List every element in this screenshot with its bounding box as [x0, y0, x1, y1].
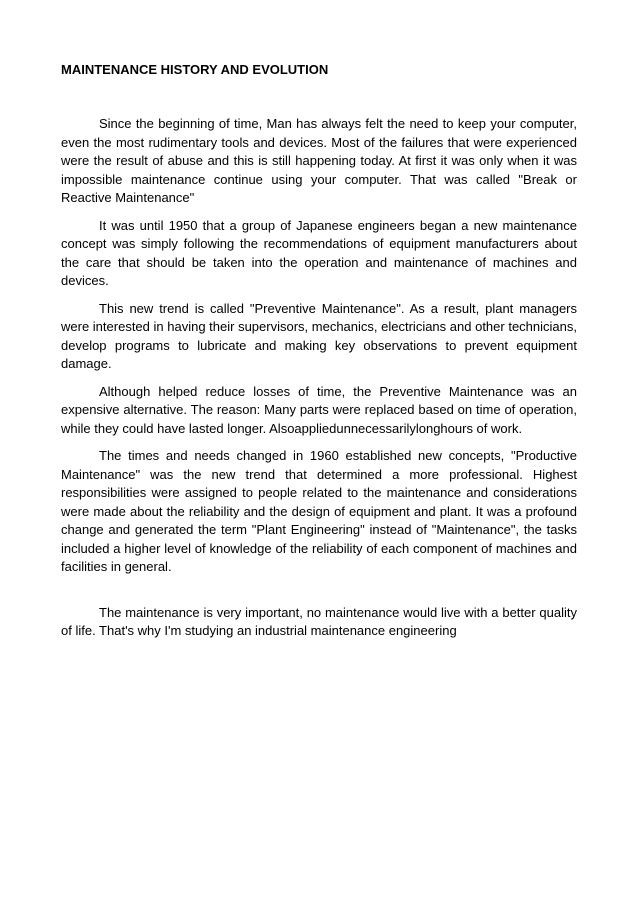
paragraph-1950-concept: It was until 1950 that a group of Japanese engineers began a new maintenance concept was simply following the recommendations of equipment manufacturers about the care that should be taken into the operation and maintenance of machines and devices.	[61, 217, 577, 288]
paragraph-productive-maintenance: The times and needs changed in 1960 established new concepts, "Productive Maintenance" was the new trend that determined a more professional. Highest responsibilities were assigned to people related to the maintenance and considerations were made about the reliability and the design of equipment and plant. It was a profound change and generated the term "Plant Engineering" instead of "Maintenance", the tasks included a higher level of knowledge of the reliability of each component of machines and facilities in general.	[61, 448, 577, 574]
document-body	[61, 115, 577, 650]
paragraph-preventive-maintenance: This new trend is called "Preventive Maintenance". As a result, plant managers were interested in having their supervisors, mechanics, electricians and other technicians, develop programs to lubricate and making key observations to prevent equipment damage.	[61, 300, 577, 371]
paragraph-break-maintenance: Since the beginning of time, Man has always felt the need to keep your computer, even the most rudimentary tools and devices. Most of the failures that were experienced were the result of abuse and this is still happening today. At first it was only when it was impossible maintenance continue using your computer. That was called "Break or Reactive Maintenance"	[61, 116, 577, 205]
paragraph-conclusion: The maintenance is very important, no maintenance would live with a better quality of life. That's why I'm studying an industrial maintenance engineering	[61, 604, 577, 638]
paragraph-preventive-cost: Although helped reduce losses of time, the Preventive Maintenance was an expensive alternative. The reason: Many parts were replaced based on time of operation, while they could have lasted longer. Alsoappliedunnecessarilylonghours of work.	[61, 383, 577, 436]
document-title: MAINTENANCE HISTORY AND EVOLUTION	[61, 62, 329, 77]
